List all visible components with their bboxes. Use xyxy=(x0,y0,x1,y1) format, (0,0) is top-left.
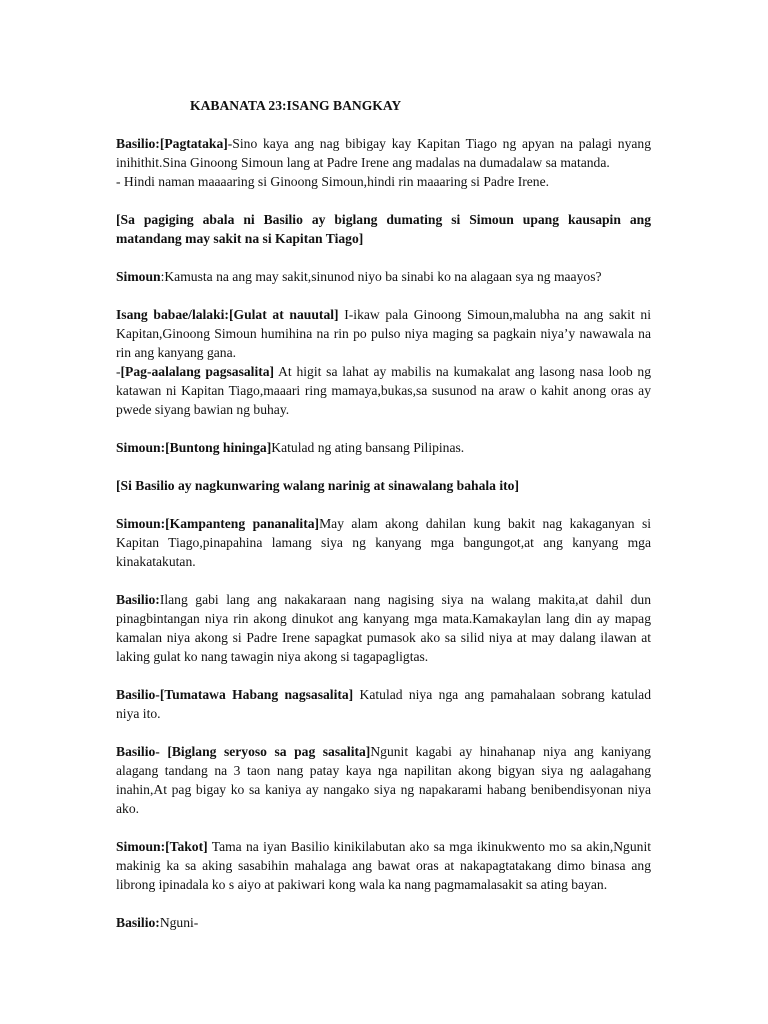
dialogue-paragraph xyxy=(116,685,651,723)
speaker-name: Basilio: xyxy=(116,136,160,151)
stage-cue: [Pag-aalalang pagsasalita] xyxy=(120,364,275,379)
dialogue-paragraph xyxy=(116,134,651,172)
speaker-name: Simoun: xyxy=(116,516,166,531)
dialogue-text: -Sino kaya ang nag bibigay kay Kapitan Tiago ng apyan na palagi nyang inihithit.Sina Ginoong Simoun lang at Padre Irene ang madalas na dumadalaw sa matanda. xyxy=(116,136,651,170)
dialogue-paragraph xyxy=(116,438,651,457)
dialogue-text: Ngunit kagabi ay hinahanap niya ang kaniyang alagang tandang na 3 taon nang patay kaya nga napilitan akong bigyan siya ng aalagahang inahin,At pag bigay ko sa kaniya ay nangako siya ng napakarami habang benibendisyonan niya ako. xyxy=(116,744,651,816)
chapter-title: KABANATA 23:ISANG BANGKAY xyxy=(190,98,402,113)
speaker-name: Basilio: xyxy=(116,915,160,930)
narration-text: [Si Basilio ay nagkunwaring walang narinig at sinawalang bahala ito] xyxy=(116,478,519,493)
stage-cue: [Biglang seryoso sa pag sasalita] xyxy=(167,744,371,759)
speaker-name: Simoun xyxy=(116,269,161,284)
dialogue-text: Katulad ng ating bansang Pilipinas. xyxy=(271,440,465,455)
dialogue-text: Nguni- xyxy=(159,915,199,930)
dialogue-paragraph xyxy=(116,837,651,894)
dialogue-text: I-ikaw pala Ginoong Simoun,malubha na ang sakit ni Kapitan,Ginoong Simoun humihina na rin po pulso niya maging sa pagkain niya’y nawawala na rin ang kanyang gana. xyxy=(116,307,651,360)
dialogue-text: At higit sa lahat ay mabilis na kumakalat ang lasong nasa loob ng katawan ni Kapitan Tiago,maaari ring mamaya,bukas,sa susunod na araw o kahit anong oras ay pwede siyang bawian ng buhay. xyxy=(116,364,651,417)
dialogue-paragraph xyxy=(116,172,651,191)
stage-cue: [Buntong hininga] xyxy=(165,440,272,455)
stage-cue: [Kampanteng pananalita] xyxy=(165,516,320,531)
dialogue-text: Ilang gabi lang ang nakakaraan nang nagising siya na walang makita,at dahil dun pinagbintangan niya rin akong dinukot ang kanyang mga mata.Kamakaylan lang din ay mapag kamalan niya akong si Padre Irene sapagkat pumasok ako sa silid niya at may dalang ilawan at laking gulat ko nang tawagin niya akong si tagapagligtas. xyxy=(116,592,651,664)
dialogue-paragraph xyxy=(116,590,651,666)
dialogue-paragraph xyxy=(116,362,651,419)
speaker-name: Basilio- xyxy=(116,744,168,759)
dialogue-paragraph xyxy=(116,305,651,362)
speaker-name: Simoun: xyxy=(116,839,166,854)
dialogue-paragraph xyxy=(116,742,651,818)
stage-cue: [Pagtataka] xyxy=(159,136,228,151)
dialogue-text: Katulad niya nga ang pamahalaan sobrang katulad niya ito. xyxy=(116,687,652,721)
speaker-name: Basilio- xyxy=(116,687,160,702)
stage-cue: [Gulat at nauutal] xyxy=(228,307,339,322)
dialogue-text: :Kamusta na ang may sakit,sinunod niyo ba sinabi ko na alagaan sya ng maayos? xyxy=(160,269,602,284)
dialogue-paragraph xyxy=(116,913,651,932)
narration-text: [Sa pagiging abala ni Basilio ay biglang dumating si Simoun upang kausapin ang matandang may sakit na si Kapitan Tiago] xyxy=(116,212,651,246)
speaker-name: Isang babae/lalaki: xyxy=(116,307,229,322)
narration-paragraph xyxy=(116,476,651,495)
narration-paragraph xyxy=(116,210,651,248)
dialogue-text: - Hindi naman maaaaring si Ginoong Simoun,hindi rin maaaring si Padre Irene. xyxy=(116,174,550,189)
dialogue-paragraph xyxy=(116,514,651,571)
dialogue-paragraph xyxy=(116,267,651,286)
stage-cue: [Tumatawa Habang nagsasalita] xyxy=(159,687,354,702)
dialogue-text: May alam akong dahilan kung bakit nag kakaganyan si Kapitan Tiago,pinapahina lamang siya ng kanyang mga bangungot,at ang kanyang mga kinakatakutan. xyxy=(116,516,652,569)
speaker-name: Basilio: xyxy=(116,592,160,607)
dialogue-text: Tama na iyan Basilio kinikilabutan ako sa mga ikinukwento mo sa akin,Ngunit makinig ka sa aking sasabihin mahalaga ang bawat oras at nakapagtatakang dimo binasa ang librong ipinadala ko s aiyo at pakiwari kong wala ka nang pagmamalasakit sa ating bayan. xyxy=(116,839,651,892)
dialogue-lead: - xyxy=(116,364,121,379)
speaker-name: Simoun: xyxy=(116,440,166,455)
document-body xyxy=(116,96,651,951)
stage-cue: [Takot] xyxy=(165,839,208,854)
